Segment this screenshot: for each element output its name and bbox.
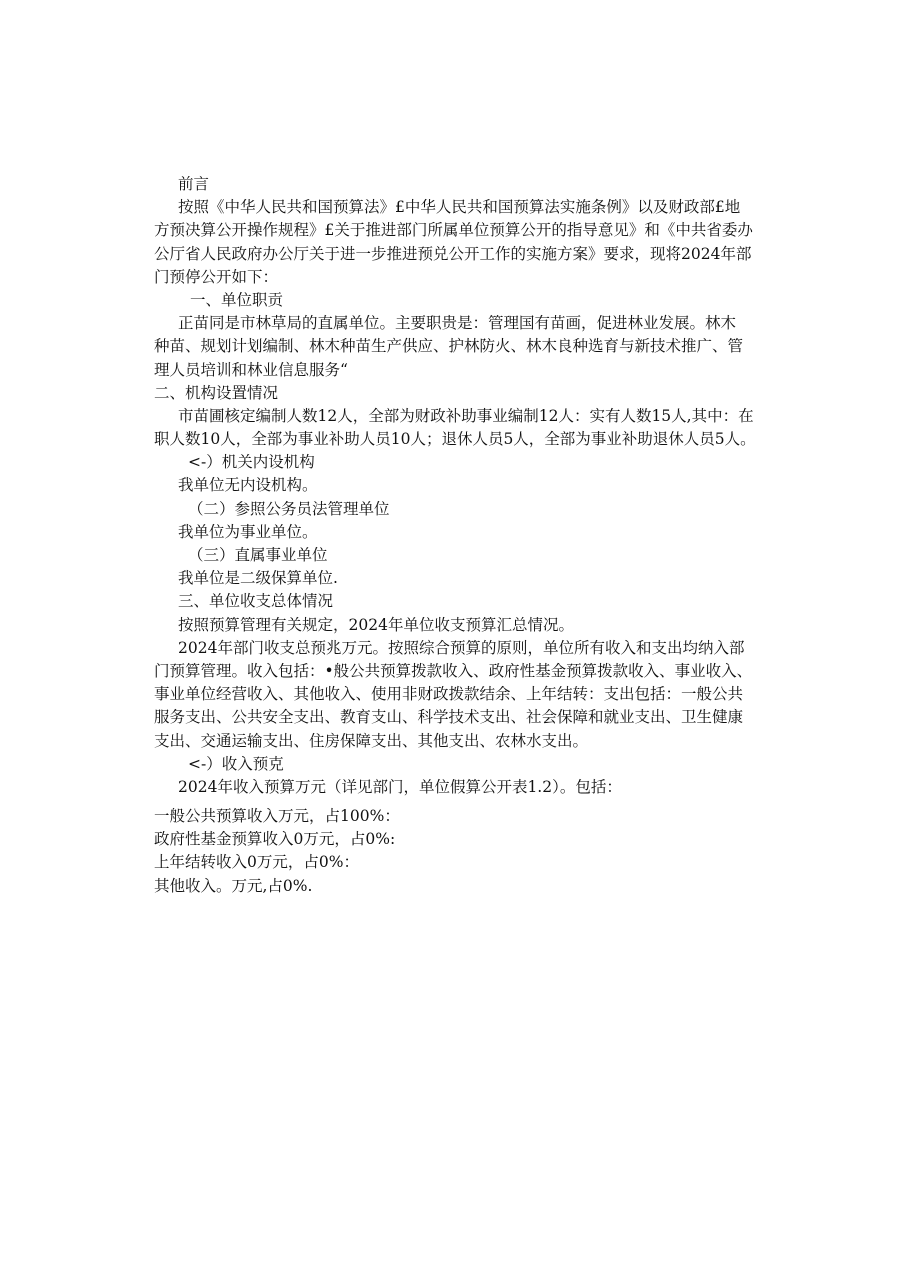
income-item-other: 其他收入。万元,占0%.: [154, 876, 313, 895]
income-item-carryover: 上年结转收入0万元，占0%：: [154, 853, 359, 872]
section-heading-organization: 二、机构设置情况: [154, 383, 279, 402]
budget-paragraph-line: 2024年部门收支总预兆万元。按照综合预算的原则，单位所有收入和支出均纳入部: [178, 638, 745, 657]
preface-paragraph-line: 方预决算公开操作规程》£关于推进部门所属单位预算公开的指导意见》和《中共省委办: [154, 221, 753, 240]
affiliated-paragraph: 我单位是二级保算单位.: [178, 569, 338, 588]
internal-paragraph: 我单位无内设机构。: [178, 476, 318, 495]
section-heading-budget-overview: 三、单位收支总体情况: [178, 592, 334, 611]
budget-paragraph-line: 门预算管理。收入包括：•般公共预算拨款收入、政府性基金预算拨款收入、事业收入、: [154, 661, 753, 680]
subsection-heading-income: <-）收入预克: [188, 754, 284, 773]
civil-service-paragraph: 我单位为事业单位。: [178, 522, 318, 541]
organization-paragraph-line: 市苗圃核定编制人数12人，全部为财政补助事业编制12人：实有人数15人,其中：在: [178, 406, 754, 425]
budget-overview-paragraph: 按照预算管理有关规定，2024年单位收支预算汇总情况。: [178, 615, 574, 634]
budget-paragraph-line: 事业单位经营收入、其他收入、使用非财政拨款结余、上年结转：支出包括：一般公共: [154, 685, 744, 704]
subsection-heading-internal: <-）机关内设机构: [188, 453, 315, 472]
budget-paragraph-line: 支出、交通运输支出、住房保障支出、其他支出、农林水支出。: [154, 731, 589, 750]
preface-heading: 前言: [178, 175, 210, 193]
subsection-heading-affiliated: （三）直属事业单位: [188, 546, 328, 564]
document-body: [154, 173, 784, 898]
income-item-general: 一般公共预算收入万元，占100%：: [154, 807, 400, 826]
section-heading-duties: 一、单位职贡: [190, 290, 284, 309]
preface-paragraph-line: 按照《中华人民共和国预算法》£中华人民共和国预算法实施条例》以及财政部£地: [178, 198, 741, 217]
duties-paragraph-line: 理人员培训和林业信息服务“: [154, 360, 348, 379]
budget-paragraph-line: 服务支出、公共安全支出、教育支山、科学技术支出、社会保障和就业支出、卫生健康: [154, 708, 744, 727]
preface-paragraph-line: 公厅省人民政府办公厅关于进一步推进预兑公开工作的实施方案》要求，现将2024年部: [154, 244, 752, 263]
preface-paragraph-line: 门预停公开如下：: [154, 267, 279, 286]
income-item-fund: 政府性基金预算收入0万元，占0%:: [154, 830, 396, 849]
organization-paragraph-line: 职人数10人，全部为事业补助人员10人；退休人员5人，全部为事业补助退休人员5人。: [154, 430, 756, 449]
duties-paragraph-line: 正苗同是市林草局的直属单位。主要职贵是：管理国有苗画，促进林业发展。林木: [178, 314, 737, 333]
subsection-heading-civil-service: （二）参照公务员法管理单位: [188, 499, 390, 518]
income-paragraph: 2024年收入预算万元（详见部门，单位假算公开表1.2）。包括：: [178, 777, 622, 796]
duties-paragraph-line: 种苗、规划计划编制、林木种苗生产供应、护林防火、林木良种选育与新技术推广、管: [154, 337, 744, 356]
